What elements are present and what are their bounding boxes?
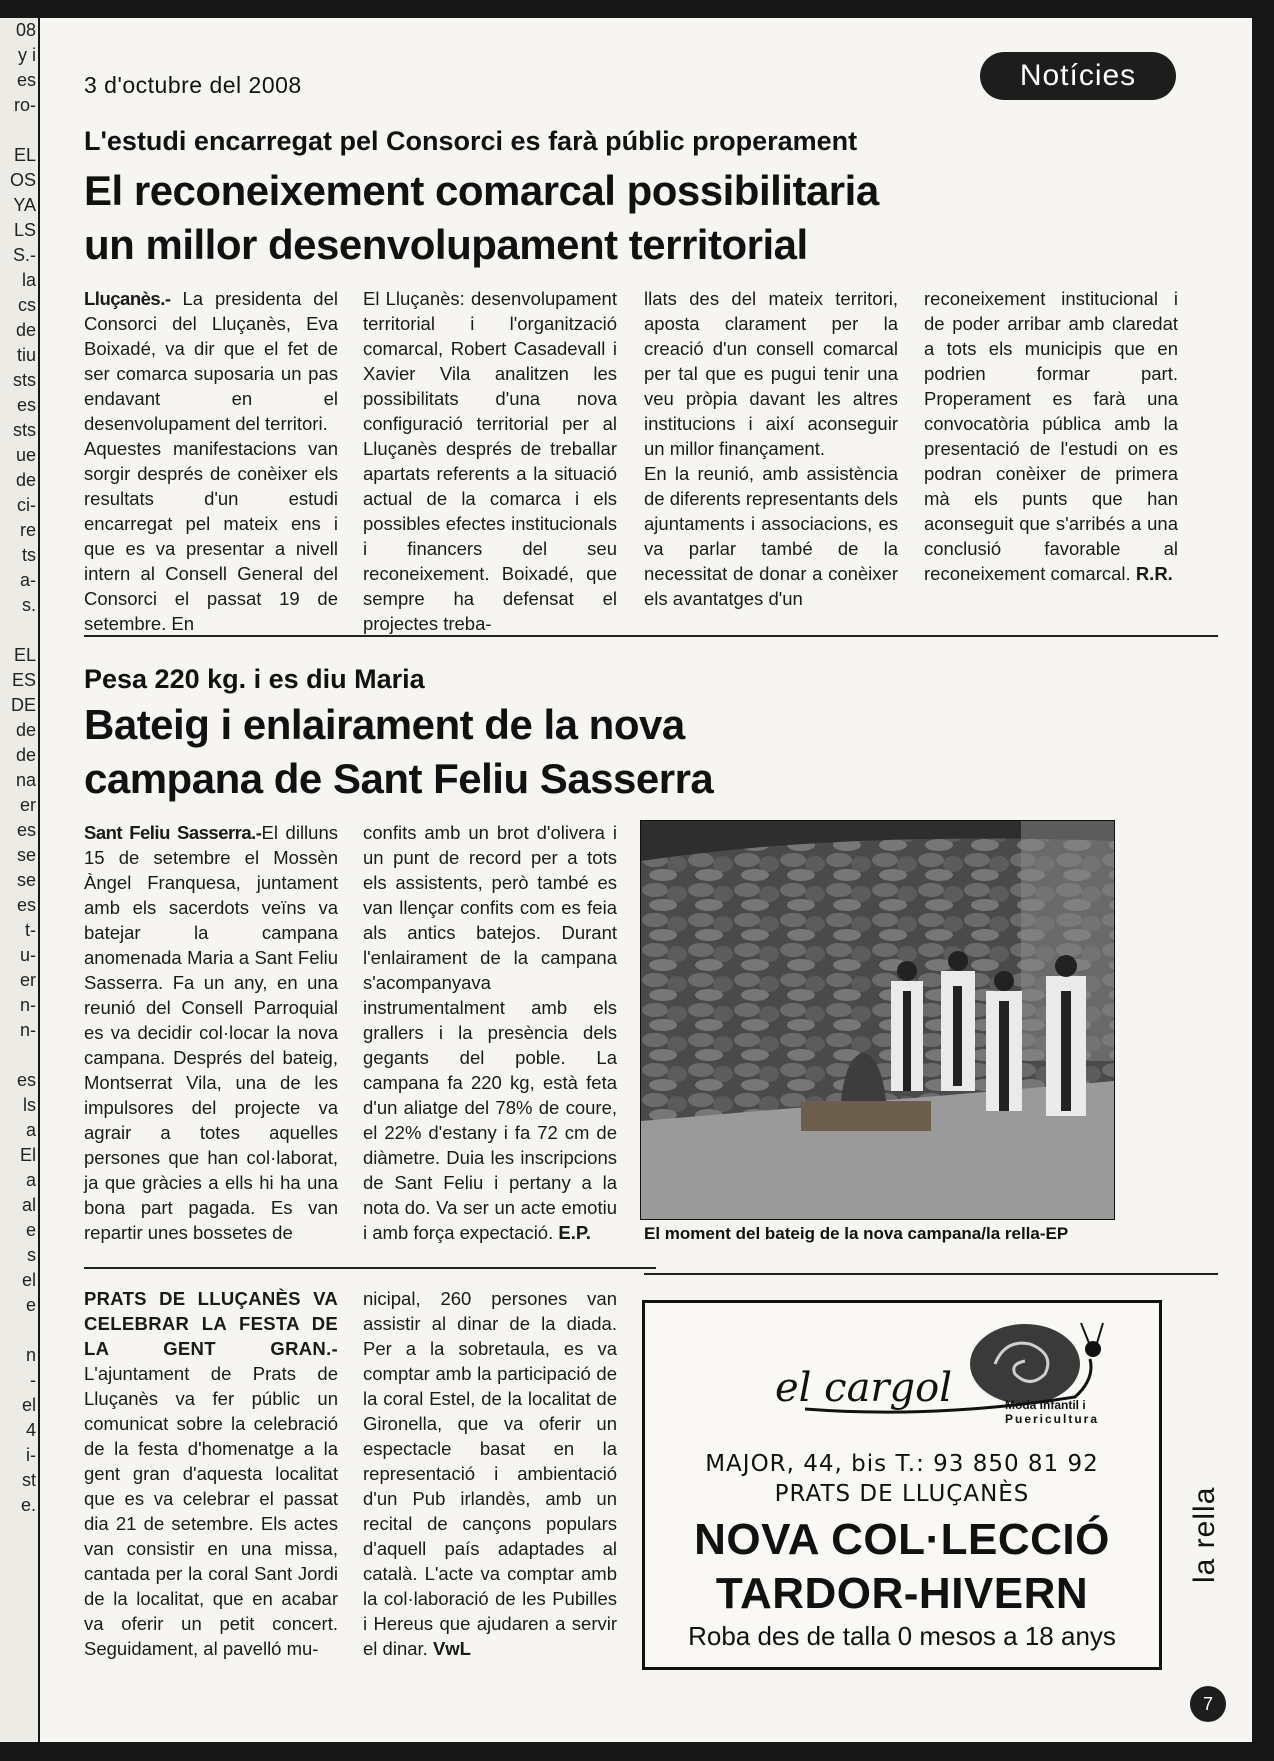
margin-fragment: EL <box>13 145 36 165</box>
margin-fragment: a- <box>19 570 36 590</box>
margin-fragment: de <box>15 320 36 340</box>
article2-headline <box>84 698 713 806</box>
margin-fragment: t- <box>25 920 36 940</box>
margin-fragment: sts <box>12 420 36 440</box>
margin-fragment <box>0 118 38 143</box>
article1-column-1 <box>84 286 338 636</box>
article1-col4-text: reconeixement institucional i de poder arribar amb claredat a tots els municipis que en podrien formar part. Properament es farà una convocatòria pública amb la presentació de l'estudi on es podran conèixer de primera mà els punts que han aconseguit que s'arribés a una conclusió favorable al reconeixement comarcal. <box>924 288 1178 584</box>
margin-fragment: u- <box>19 945 36 965</box>
article1-col3-text-b: En la reunió, amb assistència de diferents representants dels ajuntaments i associacions, es va parlar també de la necessitat de donar a conèixer els avantatges d'un <box>644 463 899 609</box>
margin-fragment: LS <box>13 220 36 240</box>
margin-fragment: st <box>21 1470 36 1490</box>
margin-fragment: de <box>15 470 36 490</box>
margin-fragment: tiu <box>16 345 36 365</box>
margin-fragment: YA <box>13 195 36 215</box>
brand-name: el cargol <box>775 1365 953 1411</box>
margin-fragment: a <box>25 1170 36 1190</box>
margin-fragment: s <box>27 1245 36 1265</box>
margin-fragment: n <box>25 1345 36 1365</box>
margin-fragment: e <box>25 1220 36 1240</box>
article1-headline <box>84 164 879 272</box>
article1-col3-text-a: llats des del mateix territori, aposta clarament per la creació d'un consell comarcal per tal que es pugui tenir una veu pròpia davant les altres institucions i així aconseguir un millor finançament. <box>644 288 898 459</box>
article1-signature: R.R. <box>1135 563 1173 584</box>
margin-fragment <box>0 1043 38 1068</box>
section-divider <box>84 635 1218 637</box>
article3-divider <box>84 1267 656 1269</box>
margin-fragment: a <box>25 1120 36 1140</box>
article3-column-1 <box>84 1286 338 1661</box>
photo-caption: El moment del bateig de la nova campana/la rella-EP <box>644 1224 1069 1243</box>
margin-fragment: re <box>19 520 36 540</box>
margin-fragment: S.- <box>12 245 36 265</box>
margin-fragment: ls <box>23 1095 36 1115</box>
margin-fragment: e <box>25 1295 36 1315</box>
article1-column-3 <box>644 286 898 611</box>
article1-col1-text-a: La presidenta del Consorci del Lluçanès, Eva Boixadé, va dir que el fet de ser comarca suposaria un pas endavant en el desenvolupament del territori. <box>84 288 338 434</box>
article2-col2-text: confits amb un brot d'olivera i un punt de record per a tots els assistents, però també es van llençar confits com es feia als antics batejos. Durant l'enlairament de la campana s'acompanyava instrumentalment amb els grallers i la presència dels gegants del poble. La campana fa 220 kg, està feta d'un aliatge del 78% de coure, el 22% d'estany i fa 72 cm de diàmetre. Duia les inscripcions de Sant Feliu i pertany a la nota do. Va ser un acte emotiu i amb força expectació. <box>363 822 617 1243</box>
issue-date: 3 d'octubre del 2008 <box>84 72 302 98</box>
newspaper-page <box>40 18 1252 1742</box>
margin-fragment: es <box>16 70 36 90</box>
margin-fragment: na <box>15 770 36 790</box>
article1-column-4 <box>924 286 1178 586</box>
margin-fragment: al <box>21 1195 36 1215</box>
margin-fragment: 4 <box>25 1420 36 1440</box>
margin-fragment: es <box>16 1070 36 1090</box>
advertisement <box>642 1300 1162 1670</box>
article2-headline-line2: campana de Sant Feliu Sasserra <box>84 755 714 802</box>
article2-column-1 <box>84 820 338 1245</box>
margin-fragment: se <box>16 845 36 865</box>
margin-fragment: sts <box>12 370 36 390</box>
ad-headline-2: TARDOR-HIVERN <box>715 1569 1089 1618</box>
article3-col1-text: L'ajuntament de Prats de Lluçanès va fer públic un comunicat sobre la celebració de la festa d'homenatge a la gent gran d'aquesta localitat que es va celebrar el passat dia 21 de setembre. Els actes van consistir en una missa, cantada per la coral Sant Jordi de la localitat, que en acabar va oferir un petit concert. Seguidament, al pavelló mu- <box>84 1363 338 1659</box>
page-number: 7 <box>1190 1686 1226 1722</box>
margin-fragment: - <box>30 1370 36 1390</box>
margin-fragment: el <box>21 1395 36 1415</box>
ad-town: PRATS DE LLUÇANÈS <box>774 1481 1030 1507</box>
article3-signature: VwL <box>432 1638 471 1659</box>
margin-fragment: de <box>15 720 36 740</box>
margin-fragment: la <box>21 270 36 290</box>
article2-signature: E.P. <box>558 1222 591 1243</box>
margin-fragment: DE <box>10 695 36 715</box>
margin-fragment: y i <box>18 45 36 65</box>
margin-fragment: es <box>16 395 36 415</box>
margin-fragment <box>0 1318 38 1343</box>
margin-fragment: s. <box>21 595 36 615</box>
article1-column-2 <box>363 286 617 636</box>
margin-fragment: El <box>19 1145 36 1165</box>
photo-illustration <box>641 821 1114 1219</box>
article2-dateline: Sant Feliu Sasserra.- <box>84 822 262 843</box>
article2-kicker: Pesa 220 kg. i es diu Maria <box>84 664 425 694</box>
margin-fragment: n- <box>19 1020 36 1040</box>
margin-fragment: el <box>21 1270 36 1290</box>
article2-column-2 <box>363 820 617 1245</box>
ad-divider <box>644 1273 1218 1275</box>
brand-tagline-1: Moda Infantil i <box>1005 1398 1086 1412</box>
article1-col1-text-b: Aquestes manifestacions van sorgir després de conèixer els resultats d'un estudi encarregat pel mateix ens i que es va presentar a nivell intern al Consell General del Consorci el passat 19 de setembre. En <box>84 438 338 634</box>
margin-fragment: ro- <box>14 95 36 115</box>
article3-col2-text: nicipal, 260 persones van assistir al dinar de la diada. Per a la sobretaula, es va comptar amb la participació de la coral Estel, de la localitat de Gironella, que va oferir un espectacle basat en la representació i ambientació d'un Pub irlandès, amb un recital de cançons populars d'aquell país adaptades al català. L'acte va comptar amb la col·laboració de les Pubilles i Hereus que ajudaren a servir el dinar. <box>363 1288 617 1659</box>
margin-fragment <box>0 618 38 643</box>
article1-col2-text: El Lluçanès: desenvolupament territorial i l'organització comarcal, Robert Casadevall i Xavier Vila analitzen les possibilitats d'una nova configuració territorial per al Lluçanès després de treballar apartats referents a la situació actual de la comarca i els possibles efectes institucionals i financers del seu reconeixement. Boixadé, que sempre ha defensat el projectes treba- <box>363 288 617 634</box>
margin-fragment: ES <box>11 670 36 690</box>
section-badge: Notícies <box>980 52 1176 100</box>
bell-blessing-photo <box>640 820 1115 1220</box>
margin-fragment: se <box>16 870 36 890</box>
margin-fragment: n- <box>19 995 36 1015</box>
margin-fragment: de <box>15 745 36 765</box>
margin-fragment: er <box>19 795 36 815</box>
article2-headline-line1: Bateig i enlairament de la nova <box>84 701 685 748</box>
article1-dateline: Lluçanès.- <box>84 288 171 309</box>
brand-tagline-2: Puericultura <box>1005 1412 1100 1426</box>
snail-logo-icon <box>685 1309 1145 1429</box>
ad-footer: Roba des de talla 0 mesos a 18 anys <box>688 1621 1116 1651</box>
article1-kicker: L'estudi encarregat pel Consorci es farà públic properament <box>84 126 858 156</box>
margin-fragment: ci- <box>17 495 36 515</box>
margin-fragment: e. <box>20 1495 36 1515</box>
margin-fragment: cs <box>18 295 36 315</box>
ad-headline-1: NOVA COL·LECCIÓ <box>694 1515 1110 1564</box>
ad-address: MAJOR, 44, bis T.: 93 850 81 92 <box>705 1451 1099 1477</box>
margin-fragment: er <box>19 970 36 990</box>
margin-fragment: es <box>16 820 36 840</box>
margin-fragment: EL <box>13 645 36 665</box>
margin-fragment: ue <box>15 445 36 465</box>
article2-col1-text: El dilluns 15 de setembre el Mossèn Àngel Franquesa, juntament amb els sacerdots veïns va batejar la campana anomenada Maria a Sant Feliu Sasserra. Fa un any, en una reunió del Consell Parroquial es va decidir col·locar la nova campana. Després del bateig, Montserrat Vila, una de les impulsores del projecte va agrair a totes aquelles persones que han col·laborat, ja que gràcies a ells hi ha una bona part pagada. Es van repartir unes bossetes de <box>84 822 338 1243</box>
margin-fragment: es <box>16 895 36 915</box>
article1-headline-line2: un millor desenvolupament territorial <box>84 221 808 268</box>
margin-fragment: OS <box>9 170 36 190</box>
magazine-name: la rella <box>1188 1486 1221 1583</box>
margin-fragment: ts <box>21 545 36 565</box>
article3-column-2 <box>363 1286 617 1661</box>
adjacent-page-margin <box>0 18 38 1742</box>
margin-fragment: 08 <box>15 20 36 40</box>
margin-fragment: i- <box>26 1445 36 1465</box>
article3-dateline: PRATS DE LLUÇANÈS VA CELEBRAR LA FESTA DE LA GENT GRAN.- <box>84 1288 338 1359</box>
article1-headline-line1: El reconeixement comarcal possibilitaria <box>84 167 879 214</box>
